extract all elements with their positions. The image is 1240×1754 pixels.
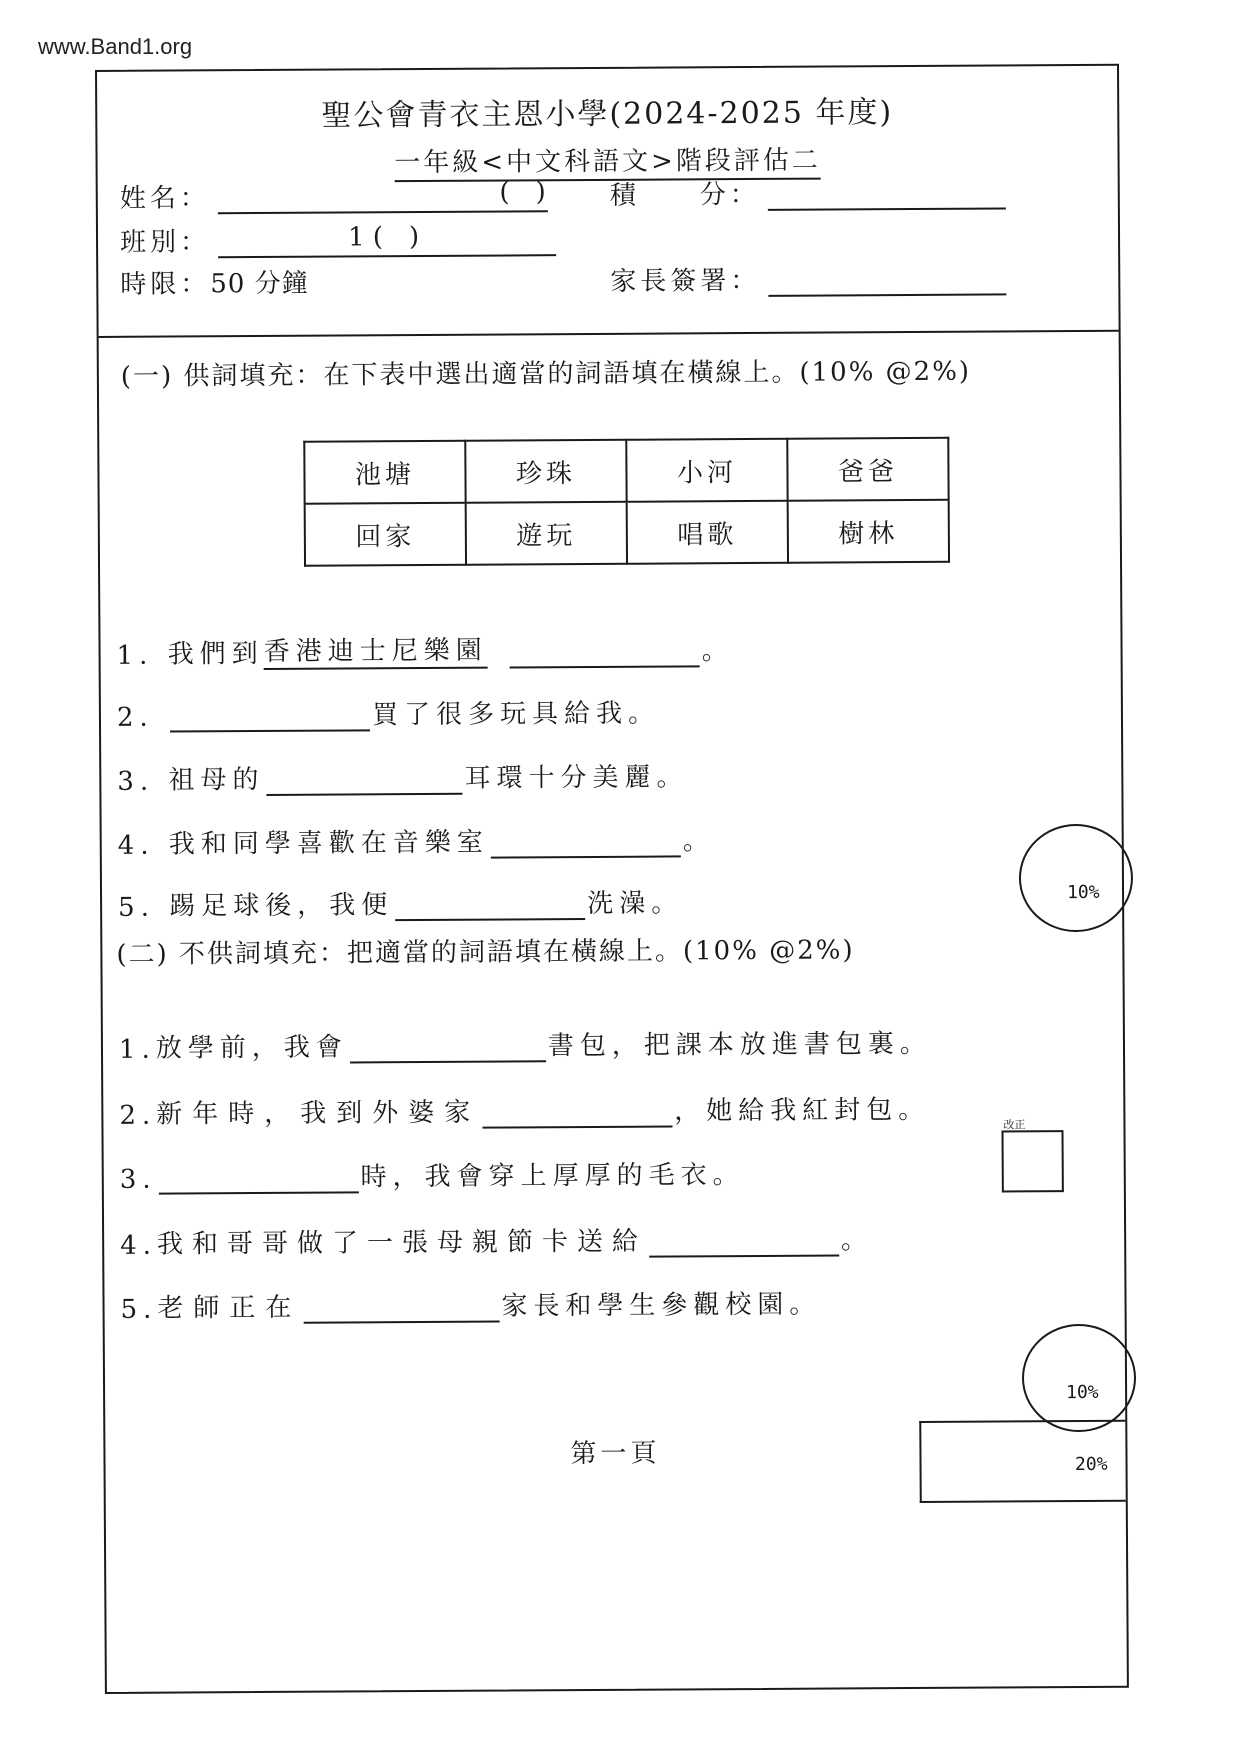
question-text: 家長和學生參觀校園。 bbox=[501, 1289, 822, 1322]
name-label: 姓名： bbox=[119, 183, 210, 214]
watermark: www.Band1.org bbox=[38, 34, 193, 59]
word-bank-cell: 小河 bbox=[626, 439, 787, 502]
parent-sign-label: 家長簽署： bbox=[610, 265, 761, 297]
question-text: 新年時，我到外婆家 bbox=[156, 1097, 481, 1130]
section1-score-circle bbox=[1019, 824, 1134, 933]
school-title: 聖公會青衣主恩小學(2024-2025 年度) bbox=[321, 95, 894, 134]
class-field bbox=[120, 219, 556, 259]
score-input-line[interactable] bbox=[768, 181, 1006, 210]
answer-blank[interactable] bbox=[266, 769, 462, 796]
section1-score-value: 10% bbox=[1066, 881, 1100, 904]
question-text: 。 bbox=[682, 826, 715, 857]
correction-box[interactable] bbox=[1001, 1118, 1063, 1192]
s2-question-1 bbox=[119, 1023, 932, 1065]
answer-blank[interactable] bbox=[491, 831, 681, 858]
answer-blank[interactable] bbox=[170, 705, 370, 732]
s1-question-4 bbox=[118, 820, 715, 861]
question-text: 我和哥哥做了一張母親節卡送給 bbox=[156, 1226, 648, 1260]
s1-question-1 bbox=[116, 628, 733, 671]
question-number: 3. bbox=[117, 766, 155, 797]
answer-blank[interactable] bbox=[395, 894, 585, 921]
class-value: 1 ( ) bbox=[347, 222, 420, 253]
answer-blank[interactable] bbox=[482, 1101, 672, 1128]
word-bank-cell: 唱歌 bbox=[627, 501, 788, 564]
score-field bbox=[610, 172, 1006, 211]
question-text: 時，我會穿上厚厚的毛衣。 bbox=[360, 1160, 745, 1193]
question-text: 。 bbox=[840, 1225, 874, 1256]
question-text: 老師正在 bbox=[157, 1292, 302, 1324]
word-bank-table bbox=[303, 437, 950, 567]
question-text: 買了很多玩具給我。 bbox=[371, 698, 661, 731]
exam-sheet bbox=[95, 64, 1129, 1694]
question-number: 5. bbox=[120, 1294, 158, 1325]
parent-sign-field bbox=[610, 258, 1006, 297]
question-text: ，她給我紅封包。 bbox=[674, 1094, 931, 1127]
question-text: 祖母的 bbox=[168, 764, 265, 796]
question-number: 4. bbox=[120, 1230, 158, 1261]
question-number: 2. bbox=[116, 702, 154, 733]
s2-question-2 bbox=[119, 1089, 930, 1131]
page-number: 第一頁 bbox=[570, 1438, 661, 1470]
correction-mark: 改正 bbox=[1003, 1118, 1026, 1132]
s2-question-5 bbox=[120, 1284, 821, 1325]
score-label: 積 分： bbox=[609, 179, 760, 211]
question-number: 2. bbox=[119, 1100, 157, 1131]
word-bank-row bbox=[304, 438, 948, 504]
word-bank-cell: 回家 bbox=[305, 503, 466, 566]
question-text: 。 bbox=[701, 636, 734, 667]
question-number: 1. bbox=[116, 640, 154, 671]
word-bank-cell: 爸爸 bbox=[787, 438, 948, 501]
s1-question-3 bbox=[117, 756, 688, 796]
answer-blank[interactable] bbox=[350, 1036, 546, 1063]
name-field bbox=[120, 175, 548, 215]
answer-blank[interactable] bbox=[303, 1297, 499, 1324]
answer-blank[interactable] bbox=[159, 1167, 359, 1194]
exam-subtitle: 一年級<中文科語文>階段評估二 bbox=[97, 138, 1117, 181]
section1-title: (一) 供詞填充：在下表中選出適當的詞語填在橫線上。(10% @2%) bbox=[120, 356, 972, 392]
question-text: 耳環十分美麗。 bbox=[464, 762, 689, 794]
class-number-paren: ( ) bbox=[499, 177, 546, 208]
word-bank-row bbox=[305, 500, 949, 566]
answer-blank[interactable] bbox=[510, 641, 700, 668]
section2-score-value: 10% bbox=[1066, 1381, 1099, 1404]
s1-question-2 bbox=[117, 693, 660, 733]
question-number: 3. bbox=[119, 1164, 157, 1195]
class-label: 班別： bbox=[119, 227, 211, 258]
word-bank-cell: 池塘 bbox=[304, 441, 465, 504]
class-input-line[interactable] bbox=[218, 222, 556, 258]
word-bank-cell: 樹林 bbox=[788, 500, 949, 563]
s1-question-5 bbox=[118, 882, 683, 922]
parent-sign-input-line[interactable] bbox=[768, 267, 1006, 296]
s2-question-4 bbox=[120, 1219, 873, 1261]
word-bank-cell: 遊玩 bbox=[466, 502, 627, 565]
question-number: 4. bbox=[117, 830, 155, 861]
s2-question-3 bbox=[120, 1154, 745, 1195]
exam-header bbox=[97, 66, 1119, 338]
page-total-value: 20% bbox=[1074, 1453, 1108, 1476]
question-text: 書包，把課本放進書包裏。 bbox=[547, 1028, 932, 1062]
question-number: 1. bbox=[118, 1034, 156, 1065]
name-input-line[interactable] bbox=[218, 177, 548, 214]
time-label: 時限： bbox=[120, 269, 211, 300]
section2-score-circle bbox=[1022, 1324, 1137, 1433]
time-value: 50 分鐘 bbox=[210, 268, 309, 300]
word-bank-cell: 珍珠 bbox=[465, 440, 626, 503]
question-text: 踢足球後，我便 bbox=[169, 890, 394, 922]
section2-title: (二) 不供詞填充：把適當的詞語填在橫線上。(10% @2%) bbox=[116, 935, 855, 970]
question-text: 放學前，我會 bbox=[155, 1032, 348, 1064]
question-number: 5. bbox=[118, 892, 156, 923]
answer-blank[interactable] bbox=[649, 1230, 839, 1257]
question-text: 我和同學喜歡在音樂室 bbox=[168, 827, 489, 860]
underlined-place: 香港迪士尼樂園 bbox=[264, 630, 488, 670]
question-text: 我們到 bbox=[167, 638, 264, 670]
question-text: 洗澡。 bbox=[587, 888, 684, 920]
time-field bbox=[120, 263, 309, 301]
